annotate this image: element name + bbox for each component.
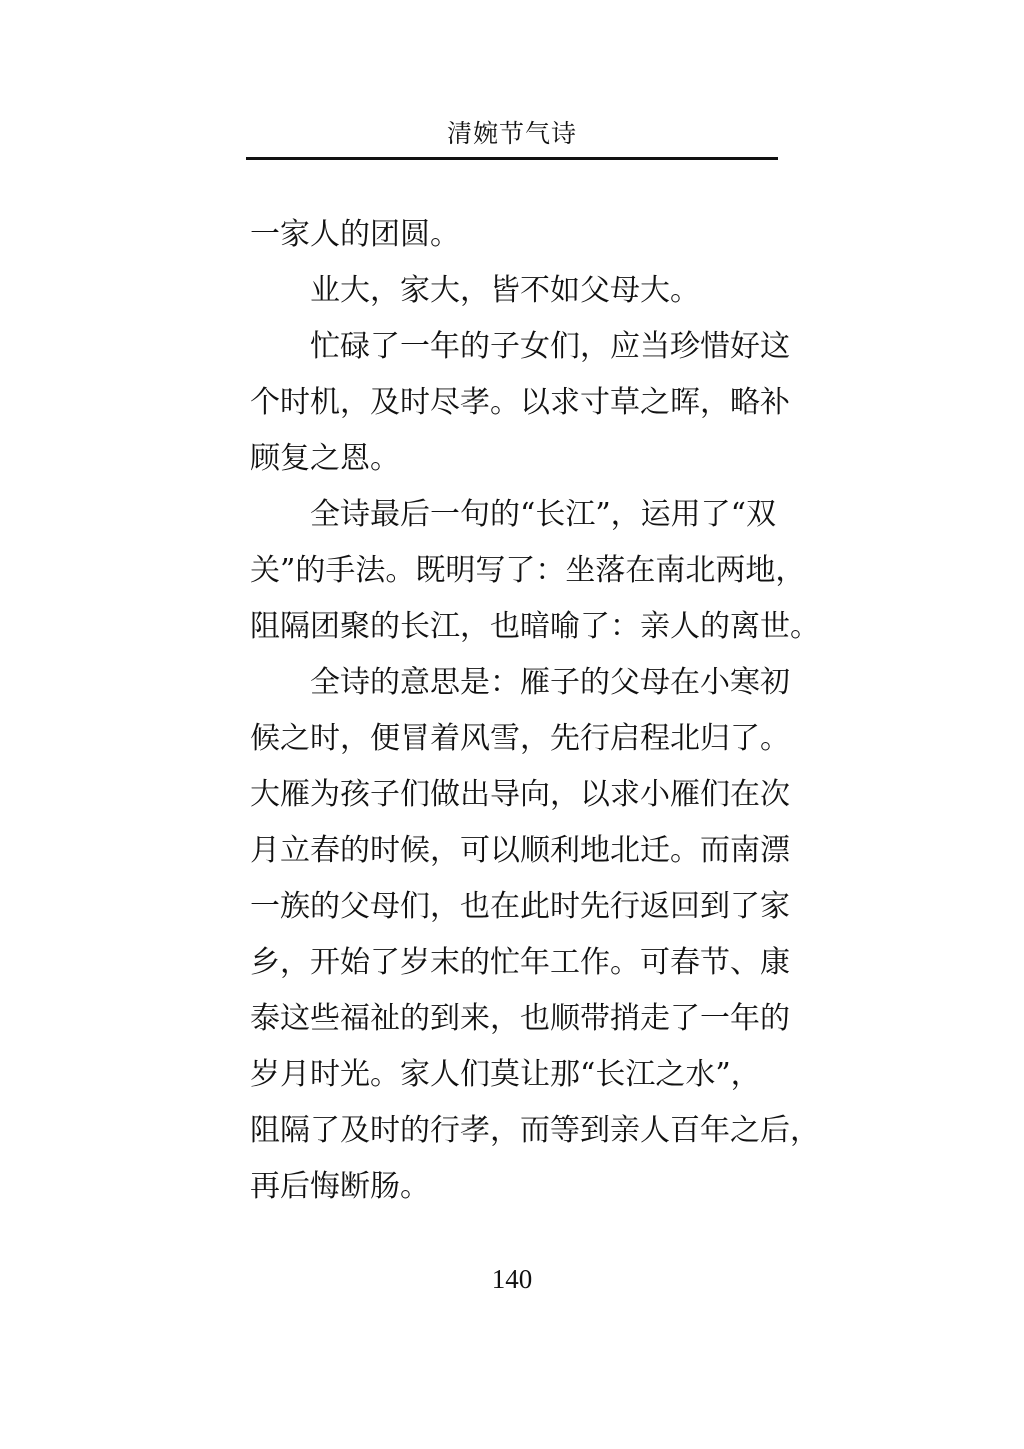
text-line: 阻隔了及时的行孝，而等到亲人百年之后， [250, 1113, 820, 1148]
text-line: 全诗最后一句的“长江”，运用了“双 [310, 497, 777, 532]
body-text [250, 207, 820, 1215]
paragraph [250, 487, 820, 655]
text-line: 一族的父母们，也在此时先行返回到了家 [250, 889, 790, 924]
text-line: 阻隔团聚的长江，也暗喻了：亲人的离世。 [250, 609, 820, 644]
header-rule [246, 157, 778, 160]
paragraph [250, 263, 778, 319]
text-line: 一家人的团圆。 [250, 217, 460, 252]
text-line: 业大，家大，皆不如父母大。 [310, 273, 700, 308]
text-line: 大雁为孩子们做出导向，以求小雁们在次 [250, 777, 790, 812]
paragraph [250, 319, 790, 487]
text-line: 关”的手法。既明写了：坐落在南北两地， [250, 553, 806, 588]
running-head-title: 清婉节气诗 [446, 119, 577, 148]
text-line: 月立春的时候，可以顺利地北迁。而南漂 [250, 833, 790, 868]
text-line: 忙碌了一年的子女们，应当珍惜好这 [310, 329, 790, 364]
text-line: 岁月时光。家人们莫让那“长江之水”， [250, 1057, 761, 1092]
text-line: 乡，开始了岁末的忙年工作。可春节、康 [250, 945, 790, 980]
text-line: 泰这些福祉的到来，也顺带捎走了一年的 [250, 1001, 790, 1036]
text-line: 个时机，及时尽孝。以求寸草之晖，略补 [250, 385, 790, 420]
paragraph [250, 207, 778, 263]
text-line: 全诗的意思是：雁子的父母在小寒初 [310, 665, 790, 700]
text-line: 候之时，便冒着风雪，先行启程北归了。 [250, 721, 790, 756]
paragraph [250, 655, 820, 1215]
page-number: 140 [491, 1264, 533, 1294]
text-line: 顾复之恩。 [250, 441, 400, 476]
text-line: 再后悔断肠。 [250, 1169, 430, 1204]
